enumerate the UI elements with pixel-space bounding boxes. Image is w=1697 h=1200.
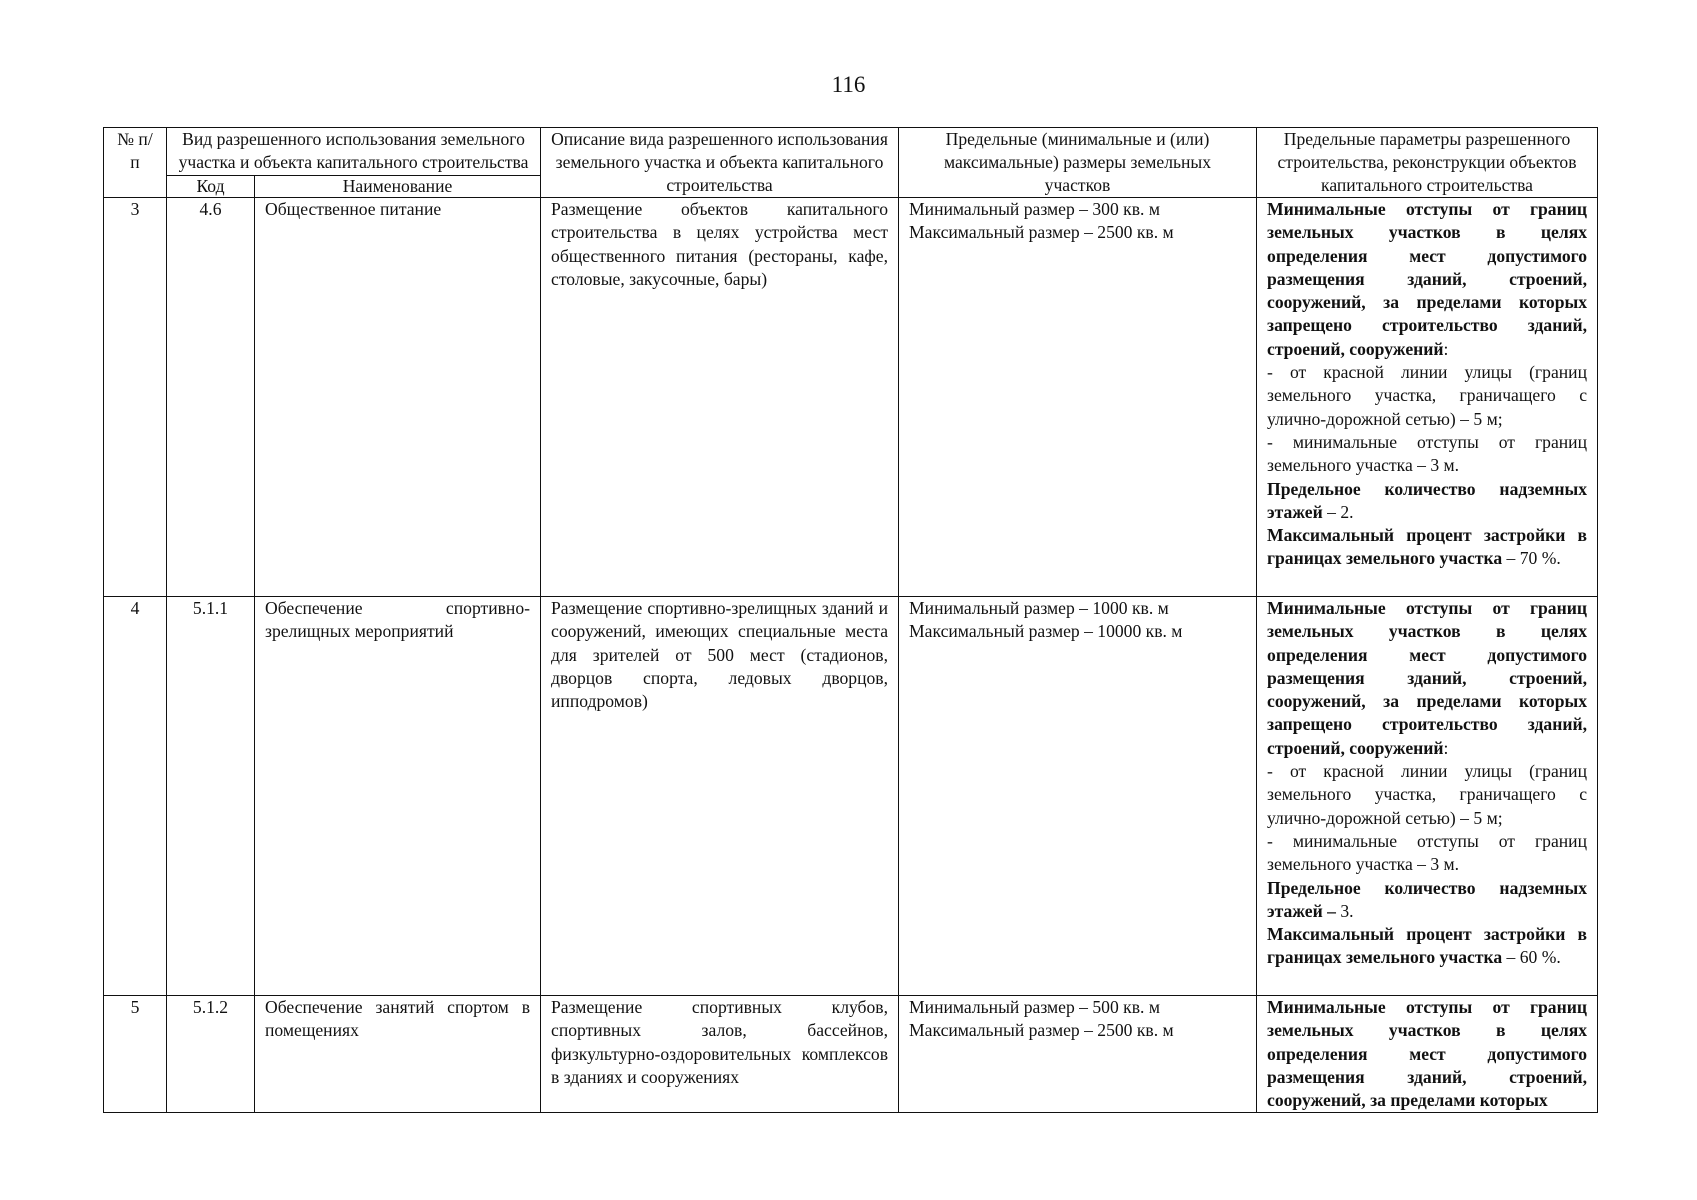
land-use-table bbox=[103, 127, 1598, 1113]
param-floors-value: – 2. bbox=[1322, 501, 1354, 522]
row-num: 5 bbox=[104, 996, 167, 1113]
row-params bbox=[1257, 996, 1598, 1113]
param-percent-bold: Максимальный процент застройки в границах земельного участка bbox=[1267, 525, 1588, 569]
size-min: Минимальный размер – 500 кв. м bbox=[909, 997, 1160, 1017]
header-code: Код bbox=[167, 176, 255, 198]
row-sizes bbox=[899, 597, 1257, 996]
param-floors bbox=[1267, 478, 1587, 525]
size-max: Максимальный размер – 2500 кв. м bbox=[909, 222, 1174, 243]
row-code: 5.1.2 bbox=[167, 996, 255, 1113]
row-code: 5.1.1 bbox=[167, 597, 255, 996]
param-setbacks-colon: : bbox=[1443, 737, 1449, 758]
param-percent-value: – 60 %. bbox=[1502, 947, 1561, 968]
param-setbacks-bold: Минимальные отступы от границ земельных участков в целях определения мест допустимого размещения зданий, строений, сооружений, за пределами которых запрещено строительство зданий, строений, сооружений bbox=[1267, 199, 1588, 359]
param-red-line: - от красной линии улицы (границ земельного участка, граничащего с улично-дорожной сетью) – 5 м; bbox=[1267, 362, 1588, 429]
param-min-setback: - минимальные отступы от границ земельного участка – 3 м. bbox=[1267, 830, 1588, 875]
row-description: Размещение спортивных клубов, спортивных залов, бассейнов, физкультурно-оздоровительных комплексов в зданиях и сооружениях bbox=[541, 996, 899, 1113]
header-name: Наименование bbox=[255, 176, 541, 198]
size-min: Минимальный размер – 300 кв. м bbox=[909, 199, 1160, 219]
row-code: 4.6 bbox=[167, 198, 255, 597]
table-row bbox=[104, 597, 1598, 996]
param-percent bbox=[1267, 923, 1587, 970]
header-sizes: Предельные (минимальные и (или) максимальные) размеры земельных участков bbox=[899, 128, 1257, 198]
row-name: Обеспечение занятий спортом в помещениях bbox=[255, 996, 541, 1113]
row-name: Общественное питание bbox=[255, 198, 541, 597]
param-setbacks bbox=[1267, 597, 1587, 760]
size-max: Максимальный размер – 2500 кв. м bbox=[909, 1020, 1174, 1041]
row-params bbox=[1257, 198, 1598, 597]
row-name: Обеспечение спортивно-зрелищных мероприятий bbox=[255, 597, 541, 996]
row-description: Размещение спортивно-зрелищных зданий и сооружений, имеющих специальные места для зрителей от 500 мест (стадионов, дворцов спорта, ледовых дворцов, ипподромов) bbox=[541, 597, 899, 996]
param-clip bbox=[1267, 996, 1587, 1112]
row-num: 3 bbox=[104, 198, 167, 597]
param-percent-bold: Максимальный процент застройки в границах земельного участка bbox=[1267, 924, 1588, 968]
row-sizes bbox=[899, 996, 1257, 1113]
param-percent bbox=[1267, 524, 1587, 571]
size-min: Минимальный размер – 1000 кв. м bbox=[909, 598, 1169, 618]
param-red-line: - от красной линии улицы (границ земельного участка, граничащего с улично-дорожной сетью) – 5 м; bbox=[1267, 761, 1588, 828]
header-row bbox=[104, 128, 1598, 176]
header-params: Предельные параметры разрешенного строительства, реконструкции объектов капитального строительства bbox=[1257, 128, 1598, 198]
table-row bbox=[104, 198, 1598, 597]
row-sizes bbox=[899, 198, 1257, 597]
param-setbacks bbox=[1267, 198, 1587, 361]
header-num: № п/п bbox=[104, 128, 167, 198]
param-floors bbox=[1267, 877, 1587, 924]
param-percent-value: – 70 %. bbox=[1502, 548, 1561, 569]
row-params bbox=[1257, 597, 1598, 996]
param-floors-value: 3. bbox=[1335, 900, 1354, 921]
param-min-setback: - минимальные отступы от границ земельного участка – 3 м. bbox=[1267, 431, 1588, 476]
row-description: Размещение объектов капитального строительства в целях устройства мест общественного питания (рестораны, кафе, столовые, закусочные, бары) bbox=[541, 198, 899, 597]
table-row bbox=[104, 996, 1598, 1113]
param-setbacks-bold: Минимальные отступы от границ земельных участков в целях определения мест допустимого размещения зданий, строений, сооружений, за пределами которых bbox=[1267, 997, 1588, 1111]
header-description: Описание вида разрешенного использования земельного участка и объекта капитального строительства bbox=[541, 128, 899, 198]
param-setbacks-bold: Минимальные отступы от границ земельных участков в целях определения мест допустимого размещения зданий, строений, сооружений, за пределами которых запрещено строительство зданий, строений, сооружений bbox=[1267, 598, 1588, 758]
page-number: 116 bbox=[831, 72, 866, 97]
param-floors-bold: Предельное количество надземных этажей bbox=[1267, 478, 1588, 522]
param-setbacks-colon: : bbox=[1443, 338, 1449, 359]
header-vid: Вид разрешенного использования земельного участка и объекта капитального строительства bbox=[167, 128, 541, 176]
row-num: 4 bbox=[104, 597, 167, 996]
param-setbacks bbox=[1267, 996, 1587, 1112]
size-max: Максимальный размер – 10000 кв. м bbox=[909, 621, 1183, 642]
param-floors-bold: Предельное количество надземных этажей – bbox=[1267, 877, 1588, 921]
